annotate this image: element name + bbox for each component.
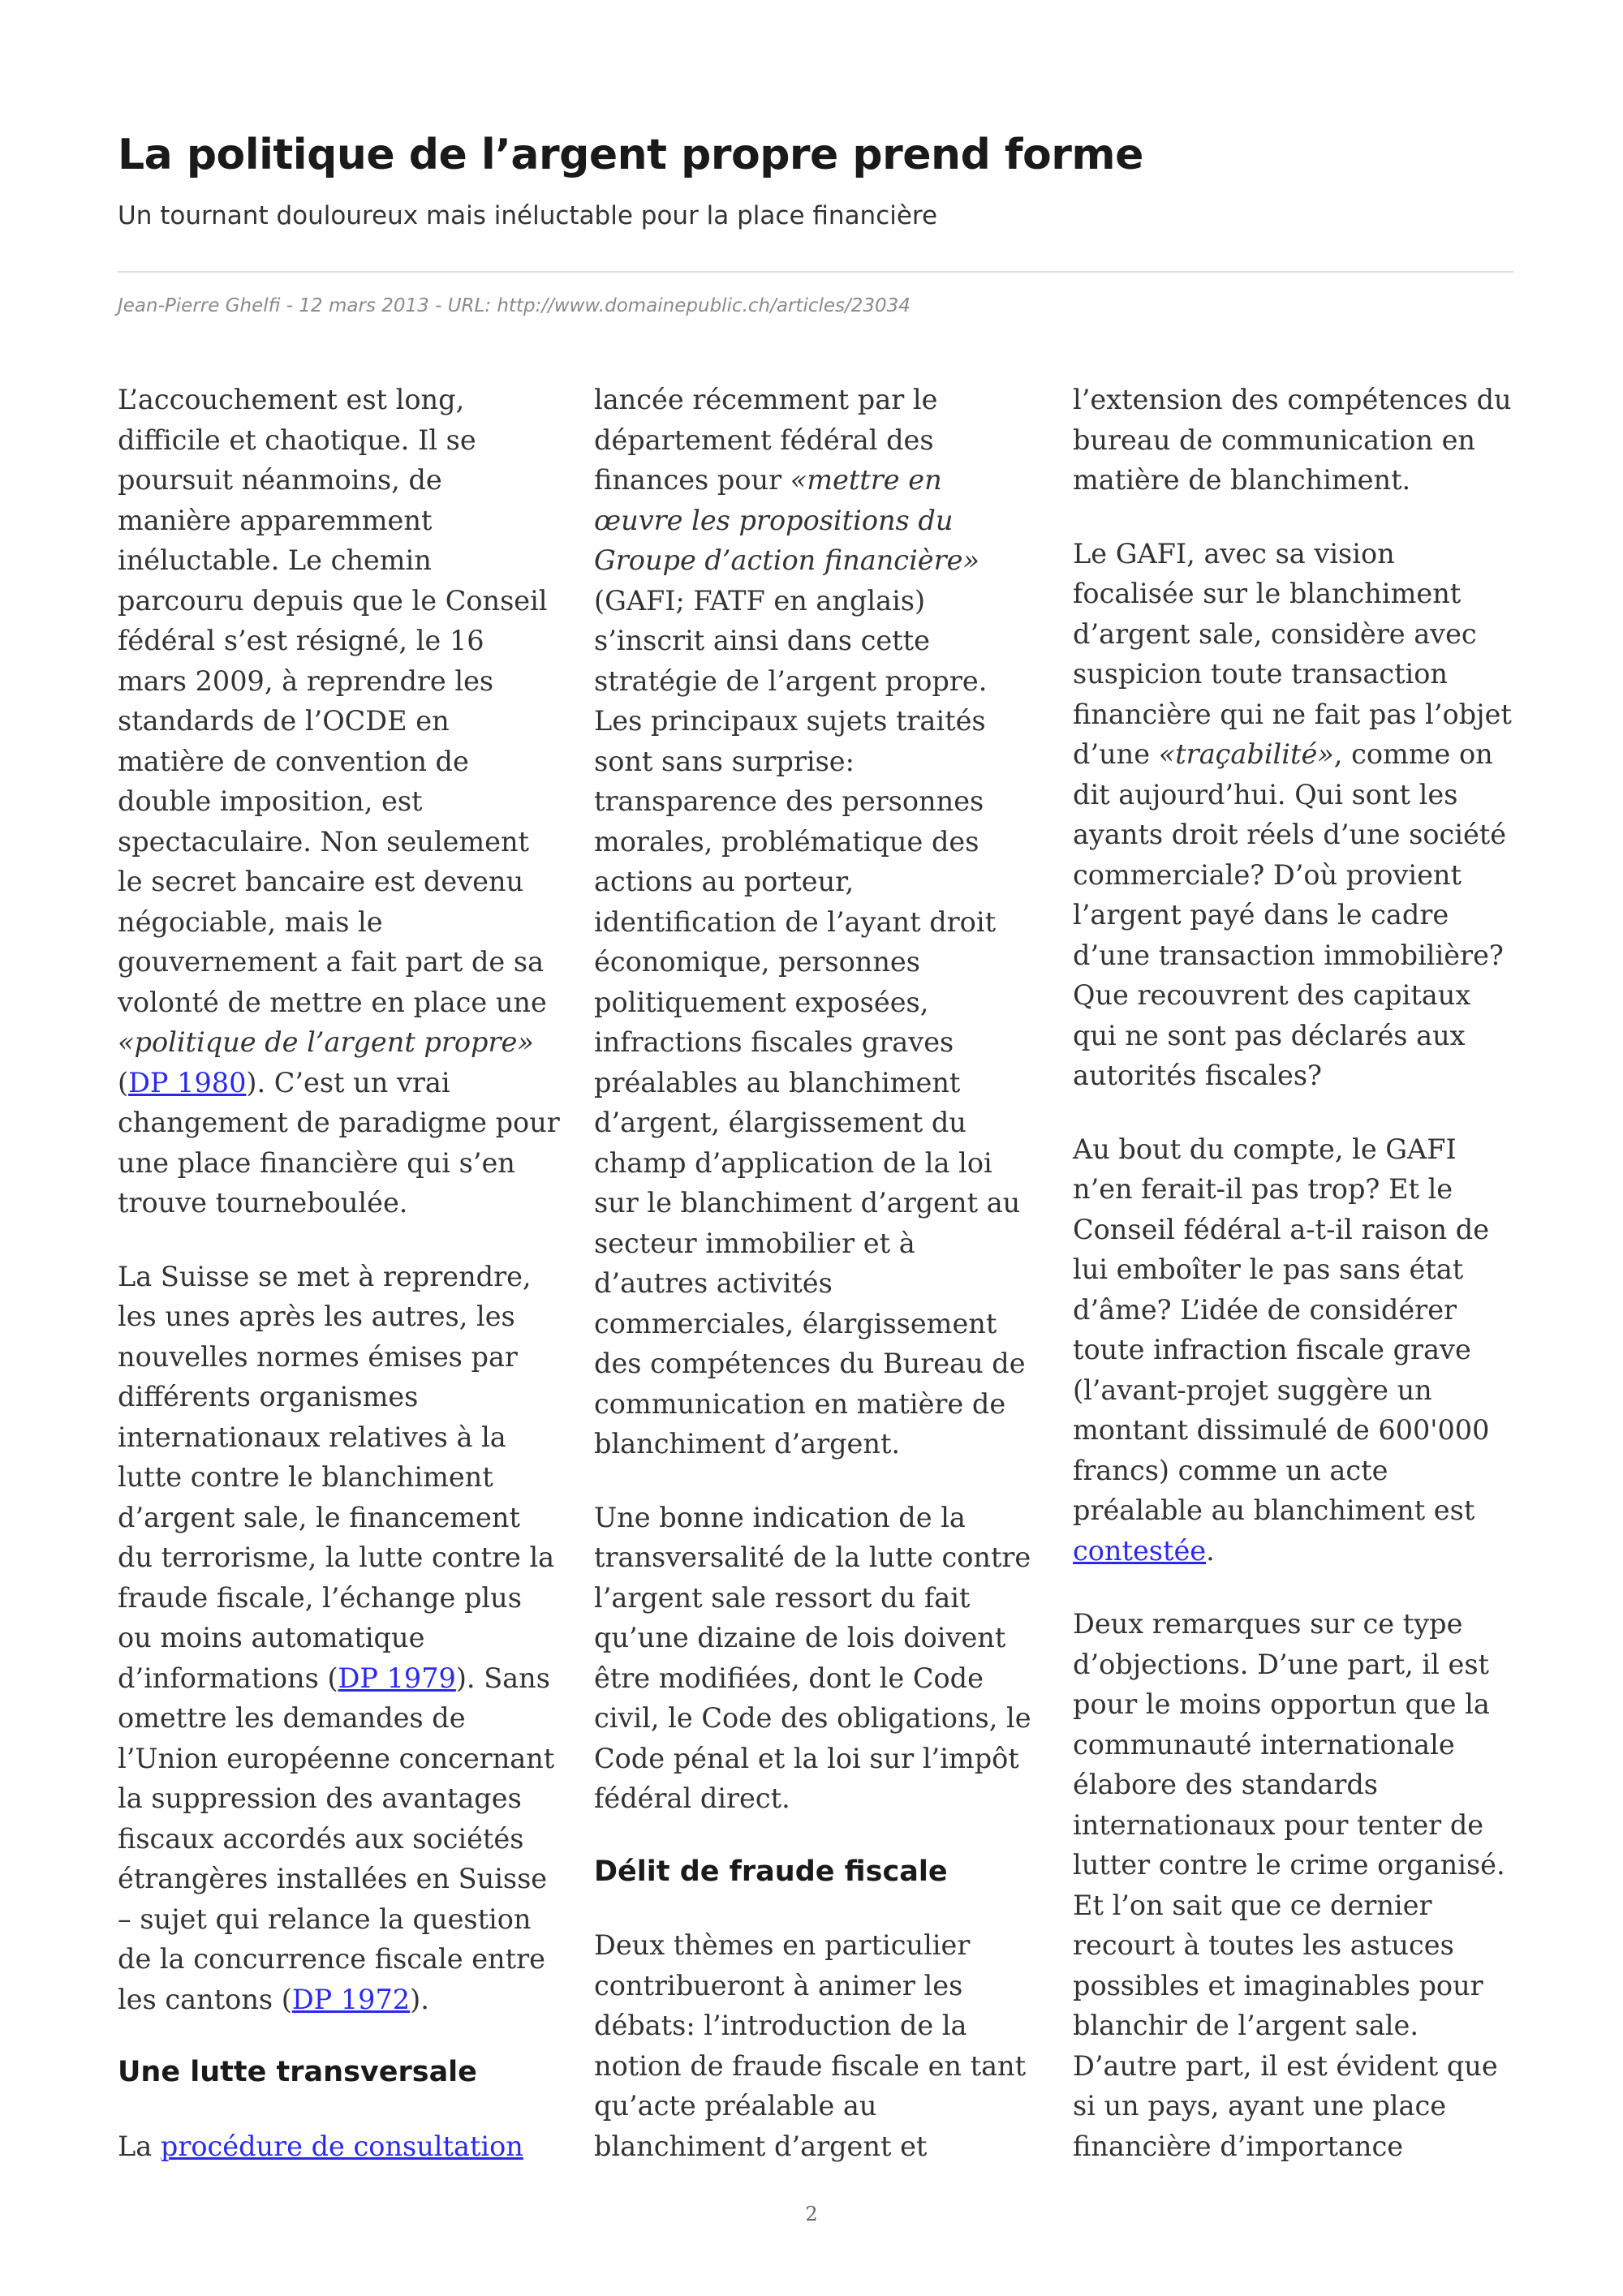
paragraph	[594, 380, 1036, 1464]
paragraph	[118, 380, 560, 1223]
text-run: La Suisse se met à reprendre, les unes après les autres, les nouvelles normes émises par différents organismes internationaux relatives à la lutte contre le blanchiment d’argent sale, le financement du terrorisme, la lutte contre la fraude fiscale, l’échange plus ou moins automatique d’informations (	[118, 1260, 555, 1694]
text-run: ). Sans omettre les demandes de l’Union européenne concernant la suppression des avantages fiscaux accordés aux sociétés étrangères installées en Suisse – sujet qui relance la question de la concurrence fiscale entre les cantons (	[118, 1662, 555, 2015]
quote: «politique de l’argent propre»	[118, 1026, 534, 1058]
link-contestee[interactable]: contestée	[1073, 1534, 1207, 1567]
text-run: , comme on dit aujourd’hui. Qui sont les ayants droit réels d’une société commerciale? D’où provient l’argent payé dans le cadre d’une transaction immobilière? Que recouvrent des capitaux qui ne sont pas déclarés aux autorités fiscales?	[1073, 738, 1507, 1091]
page-number: 2	[805, 2203, 818, 2225]
paragraph	[1073, 1129, 1519, 1572]
text-run: Au bout du compte, le GAFI n’en ferait-il pas trop? Et le Conseil fédéral a-t-il raison de lui emboîter le pas sans état d’âme? L’idée de considérer toute infraction fiscale grave (l’avant-projet suggère un montant dissimulé de 600'000 francs) comme un acte préalable au blanchiment est	[1073, 1133, 1490, 1526]
text-run: lancée récemment par le département fédéral des finances pour	[594, 384, 938, 496]
paragraph	[118, 2126, 560, 2167]
paragraph: Une bonne indication de la transversalité de la lutte contre l’argent sale ressort du fait qu’une dizaine de lois doivent être modifiées, dont le Code civil, le Code des obligations, le Code pénal et la loi sur l’impôt fédéral direct.	[594, 1501, 1031, 1814]
quote: «traçabilité»	[1158, 738, 1334, 770]
paragraph: l’extension des compétences du bureau de communication en matière de blanchiment.	[1073, 384, 1512, 496]
article-byline: Jean-Pierre Ghelfi - 12 mars 2013 - URL: http://www.domainepublic.ch/articles/23034	[118, 295, 911, 316]
paragraph: Deux remarques sur ce type d’objections. D’une part, il est pour le moins opportun que la communauté internationale élabore des standards internationaux pour tenter de lutter contre le crime organisé. Et l’on sait que ce dernier recourt à toutes les astuces possibles et imaginables pour blanchir de l’argent sale. D’autre part, il est évident que si un pays, ayant une place financière d’importance	[1073, 1608, 1505, 2162]
link-dp-1979[interactable]: DP 1979	[338, 1662, 456, 1694]
text-run: La	[118, 2130, 161, 2162]
paragraph	[1073, 534, 1519, 1096]
article-subtitle: Un tournant douloureux mais inéluctable pour la place financière	[118, 201, 938, 230]
text-run: (	[118, 1066, 129, 1099]
text-run: (GAFI; FATF en anglais) s’inscrit ainsi dans cette stratégie de l’argent propre. Les principaux sujets traités sont sans surprise: transparence des personnes morales, problématique des actions au porteur, identification de l’ayant droit économique, personnes politiquement exposées, infractions fiscales graves préalables au blanchiment d’argent, élargissement du champ d’application de la loi sur le blanchiment d’argent au secteur immobilier et à d’autres activités commerciales, élargissement des compétences du Bureau de communication en matière de blanchiment d’argent.	[594, 584, 1026, 1460]
header-divider	[118, 271, 1513, 273]
text-column-1	[118, 380, 560, 2199]
article-title: La politique de l’argent propre prend forme	[118, 131, 1143, 179]
text-run: ).	[410, 1983, 429, 2015]
text-run: ). C’est un vrai changement de paradigme pour une place financière qui s’en trouve tourneboulée.	[118, 1066, 560, 1219]
text-column-3	[1073, 380, 1519, 2199]
paragraph	[118, 1257, 560, 2020]
quote: «mettre en œuvre les propositions du Groupe d’action financière»	[594, 464, 979, 576]
section-heading: Délit de fraude fiscale	[594, 1855, 948, 1888]
text-run: L’accouchement est long, difficile et chaotique. Il se poursuit néanmoins, de manière apparemment inéluctable. Le chemin parcouru depuis que le Conseil fédéral s’est résigné, le 16 mars 2009, à reprendre les standards de l’OCDE en matière de convention de double imposition, est spectaculaire. Non seulement le secret bancaire est devenu négociable, mais le gouvernement a fait part de sa volonté de mettre en place une	[118, 384, 548, 1018]
paragraph: Deux thèmes en particulier contribueront à animer les débats: l’introduction de la notion de fraude fiscale en tant qu’acte préalable au blanchiment d’argent et	[594, 1929, 1027, 2162]
link-dp-1972[interactable]: DP 1972	[291, 1983, 411, 2015]
link-dp-1980[interactable]: DP 1980	[128, 1066, 247, 1099]
link-procedure-consultation[interactable]: procédure de consultation	[160, 2130, 523, 2162]
section-heading: Une lutte transversale	[118, 2056, 477, 2088]
text-run: .	[1206, 1534, 1215, 1567]
text-run: Le GAFI, avec sa vision focalisée sur le blanchiment d’argent sale, considère avec suspicion toute transaction financière qui ne fait pas l’objet d’une	[1073, 537, 1512, 770]
text-column-2	[594, 380, 1036, 2199]
